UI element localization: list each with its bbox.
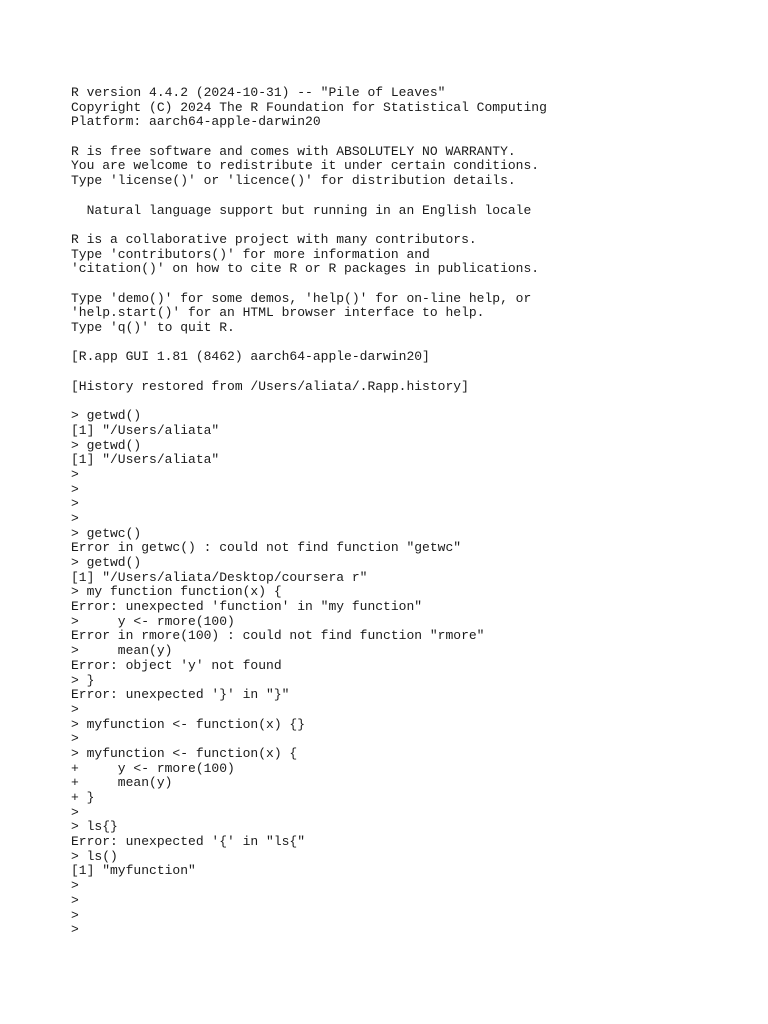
console-line: Error: unexpected 'function' in "my function"	[71, 599, 423, 615]
console-line: >	[71, 731, 79, 747]
console-line: >	[71, 804, 79, 820]
console-line: >	[71, 907, 79, 923]
console-line: Copyright (C) 2024 The R Foundation for Statistical Computing	[71, 99, 547, 115]
console-line: > getwd()	[71, 437, 142, 453]
console-line: Error: unexpected '{' in "ls{"	[71, 834, 306, 850]
console-line: Natural language support but running in an English locale	[71, 202, 532, 218]
console-line: > ls()	[71, 848, 118, 864]
console-line: > ls{}	[71, 819, 118, 835]
console-line: >	[71, 922, 79, 938]
console-line: Error: object 'y' not found	[71, 657, 282, 673]
console-line: Platform: aarch64-apple-darwin20	[71, 114, 321, 130]
console-line: [1] "myfunction"	[71, 863, 196, 879]
console-line	[71, 189, 751, 204]
console-line: >	[71, 481, 79, 497]
console-line: Error in getwc() : could not find function "getwc"	[71, 540, 462, 556]
console-line: >	[71, 510, 79, 526]
console-line: 'help.start()' for an HTML browser interface to help.	[71, 305, 485, 321]
console-line: Type 'contributors()' for more information and	[71, 246, 430, 262]
console-line: > getwd()	[71, 555, 142, 570]
r-console-output[interactable]	[71, 86, 751, 938]
console-line: Type 'license()' or 'licence()' for distribution details.	[71, 173, 516, 189]
console-line: + y <- rmore(100)	[71, 760, 235, 776]
console-line: > getwc()	[71, 525, 142, 541]
console-line: >	[71, 892, 79, 908]
console-line: > y <- rmore(100)	[71, 613, 235, 629]
console-line: > mean(y)	[71, 643, 173, 659]
console-line: Type 'q()' to quit R.	[71, 320, 235, 335]
console-line: [History restored from /Users/aliata/.Rapp.history]	[71, 378, 469, 394]
console-line: > myfunction <- function(x) {}	[71, 716, 306, 732]
console-line: Error: unexpected '}' in "}"	[71, 687, 290, 703]
console-line: >	[71, 701, 79, 717]
console-line	[71, 130, 751, 145]
console-line: R is a collaborative project with many contributors.	[71, 231, 477, 247]
console-line: [R.app GUI 1.81 (8462) aarch64-apple-darwin20]	[71, 349, 430, 365]
console-line: > getwd()	[71, 408, 142, 424]
console-line: [1] "/Users/aliata"	[71, 422, 220, 438]
console-line	[71, 277, 751, 292]
console-line: + }	[71, 790, 95, 805]
console-line: >	[71, 496, 79, 512]
console-line: [1] "/Users/aliata/Desktop/coursera r"	[71, 569, 368, 585]
console-line: + mean(y)	[71, 775, 173, 791]
console-line: >	[71, 878, 79, 894]
console-line: Error in rmore(100) : could not find function "rmore"	[71, 628, 485, 644]
console-line: You are welcome to redistribute it under certain conditions.	[71, 158, 540, 174]
console-line	[71, 394, 751, 409]
console-line	[71, 365, 751, 380]
console-line: 'citation()' on how to cite R or R packages in publications.	[71, 261, 540, 277]
console-line: R is free software and comes with ABSOLUTELY NO WARRANTY.	[71, 143, 516, 159]
console-line: > }	[71, 672, 95, 688]
console-line: Type 'demo()' for some demos, 'help()' for on-line help, or	[71, 290, 532, 306]
console-line: >	[71, 466, 79, 482]
console-line: > myfunction <- function(x) {	[71, 745, 298, 761]
console-line	[71, 336, 751, 351]
console-line: > my function function(x) {	[71, 584, 282, 600]
console-line: R version 4.4.2 (2024-10-31) -- "Pile of Leaves"	[71, 85, 446, 100]
console-line: [1] "/Users/aliata"	[71, 452, 220, 468]
console-line	[71, 218, 751, 233]
